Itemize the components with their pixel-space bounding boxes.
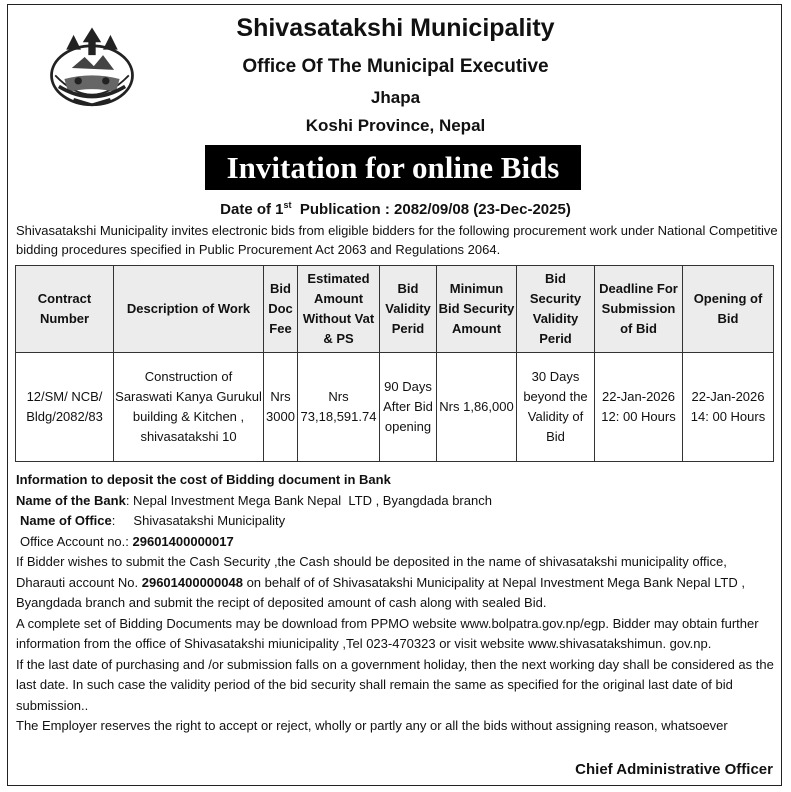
cash-text-1: If Bidder wishes to submit the Cash Security ,the Cash should be deposited in the name of shivasatakshi municipality office, Dharauti account No. (16, 554, 727, 590)
cash-security-paragraph (16, 552, 776, 614)
col-description: Description of Work (114, 266, 264, 353)
office-label: Name of Office (20, 513, 112, 528)
col-bid-validity: Bid Validity Perid (380, 266, 437, 353)
publication-suffix: Publication : 2082/09/08 (23-Dec-2025) (291, 201, 571, 218)
cell-opening: 22-Jan-2026 14: 00 Hours (683, 353, 774, 462)
col-opening: Opening of Bid (683, 266, 774, 353)
cell-security-validity: 30 Days beyond the Validity of Bid (517, 353, 595, 462)
signature-title: Chief Administrative Officer (575, 761, 773, 778)
office-line (16, 511, 776, 532)
col-bid-doc-fee: Bid Doc Fee (264, 266, 298, 353)
bank-information (16, 470, 776, 737)
publication-sup: st (283, 200, 292, 210)
cash-account-number: 29601400000048 (141, 574, 243, 590)
cell-bid-security: Nrs 1,86,000 (437, 353, 517, 462)
account-line (16, 532, 776, 553)
publication-prefix: Date of 1 (220, 201, 284, 218)
col-estimated-amount: Estimated Amount Without Vat & PS (298, 266, 380, 353)
notice-title-banner: Invitation for online Bids (205, 145, 581, 190)
municipality-name: Shivasatakshi Municipality (236, 14, 555, 42)
cell-contract-number: 12/SM/ NCB/ Bldg/2082/83 (16, 353, 114, 462)
table-row (16, 353, 774, 462)
cell-deadline: 22-Jan-2026 12: 00 Hours (595, 353, 683, 462)
account-label: Office Account no.: (20, 533, 133, 549)
account-value: 29601400000017 (132, 533, 234, 549)
intro-paragraph: Shivasatakshi Municipality invites electronic bids from eligible bidders for the following procurement work under National Competitive bidding procedures specified in Public Procurement Act 2063 and Regulations 2064. (16, 223, 778, 257)
district-name: Jhapa (370, 88, 421, 107)
province-name: Koshi Province, Nepal (305, 116, 486, 135)
bids-table (15, 265, 774, 462)
col-bid-security: Minimun Bid Security Amount (437, 266, 517, 353)
office-name: Office Of The Municipal Executive (242, 56, 549, 77)
cash-text-2: on behalf of of Shivasatakshi Municipality at Nepal Investment Mega Bank Nepal LTD , Byangdada branch and submit the recipt of deposited amount of cash along with sealed Bid. (16, 574, 745, 610)
cell-estimated-amount: Nrs 73,18,591.74 (298, 353, 380, 462)
cell-bid-doc-fee: Nrs 3000 (264, 353, 298, 462)
cell-description: Construction of Saraswati Kanya Gurukul building & Kitchen , shivasatakshi 10 (114, 353, 264, 462)
documents-paragraph: A complete set of Bidding Documents may be download from PPMO website www.bolpatra.gov.np/egp. Bidder may obtain further information from the office of Shivasatakshi miunicipality ,Tel 023-470323 or visit website www.shivasatakshimun. gov.np. (16, 615, 759, 651)
col-contract-number: Contract Number (16, 266, 114, 353)
col-security-validity: Bid Security Validity Perid (517, 266, 595, 353)
bank-value: : Nepal Investment Mega Bank Nepal LTD , Byangdada branch (125, 492, 492, 508)
bank-label: Name of the Bank (16, 492, 126, 508)
info-heading: Information to deposit the cost of Bidding document in Bank (16, 472, 391, 487)
table-header-row (16, 266, 774, 353)
cell-bid-validity: 90 Days After Bid opening (380, 353, 437, 462)
holiday-paragraph: If the last date of purchasing and /or submission falls on a government holiday, then the next working day shall be considered as the last date. In such case the validity period of the bid security shall remain the same as specified for the original last date of bid submission.. (16, 656, 774, 713)
office-value: : Shivasatakshi Municipality (111, 513, 286, 528)
bank-line (16, 491, 776, 512)
publication-date (0, 200, 791, 218)
reserve-paragraph: The Employer reserves the right to accept or reject, wholly or partly any or all the bids without assigning reason, whatsoever (16, 718, 728, 733)
col-deadline: Deadline For Submission of Bid (595, 266, 683, 353)
